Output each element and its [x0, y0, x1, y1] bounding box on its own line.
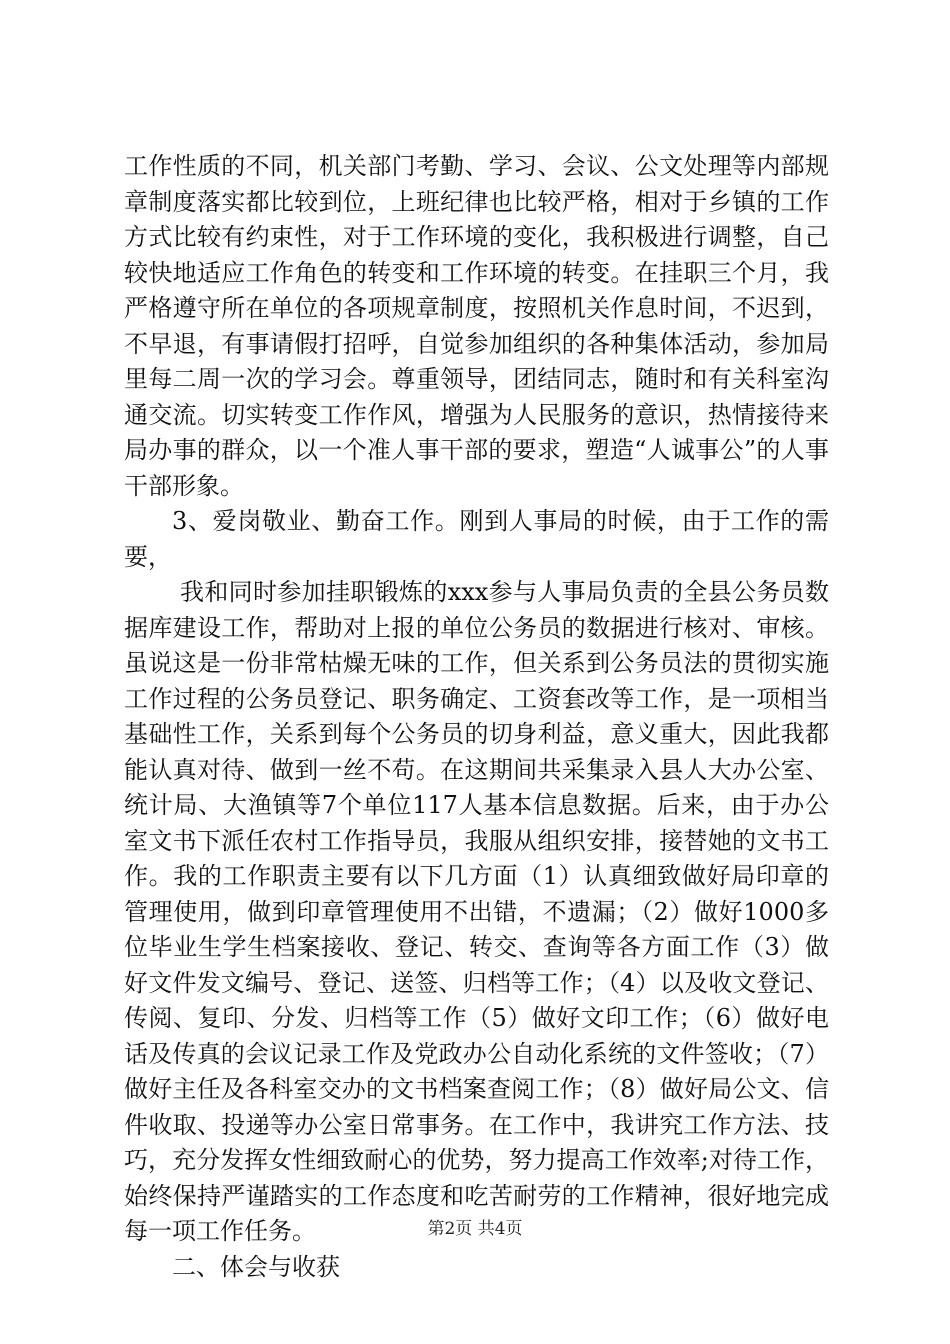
section-heading-experience: 二、体会与收获: [172, 1252, 340, 1281]
paragraph-section-3: 3、爱岗敬业、勤奋工作。刚到人事局的时候，由于工作的需要，: [124, 507, 829, 571]
document-body: [124, 149, 829, 1285]
paragraph-work-details: 我和同时参加挂职锻炼的xxx参与人事局负责的全县公务员数据库建设工作，帮助对上报的单位公务员的数据进行核对、审核。虽说这是一份非常枯燥无味的工作，但关系到公务员法的贯彻实施工作过程的公务员登记、职务确定、工资套改等工作，是一项相当基础性工作，关系到每个公务员的切身利益，意义重大，因此我都能认真对待、做到一丝不苟。在这期间共采集录入县人大办公室、统计局、大渔镇等7个单位117人基本信息数据。后来，由于办公室文书下派任农村工作指导员，我服从组织安排，接替她的文书工作。我的工作职责主要有以下几方面（1）认真细致做好局印章的管理使用，做到印章管理使用不出错，不遗漏；（2）做好1000多位毕业生学生档案接收、登记、转交、查询等各方面工作（3）做好文件发文编号、登记、送签、归档等工作；（4）以及收文登记、传阅、复印、分发、归档等工作（5）做好文印工作；（6）做好电话及传真的会议记录工作及党政办公自动化系统的文件签收；（7）做好主任及各科室交办的文书档案查阅工作；（8）做好局公文、信件收取、投递等办公室日常事务。在工作中，我讲究工作方法、技巧，充分发挥女性细致耐心的优势，努力提高工作效率;对待工作，始终保持严谨踏实的工作态度和吃苦耐劳的工作精神，很好地完成每一项工作任务。: [124, 578, 829, 1245]
paragraph-continuation: 工作性质的不同，机关部门考勤、学习、会议、公文处理等内部规章制度落实都比较到位，上班纪律也比较严格，相对于乡镇的工作方式比较有约束性，对于工作环境的变化，我积极进行调整，自己较快地适应工作角色的转变和工作环境的转变。在挂职三个月，我严格遵守所在单位的各项规章制度，按照机关作息时间，不迟到，不早退，有事请假打招呼，自觉参加组织的各种集体活动，参加局里每二周一次的学习会。尊重领导，团结同志，随时和有关科室沟通交流。切实转变工作作风，增强为人民服务的意识，热情接待来局办事的群众，以一个准人事干部的要求，塑造“人诚事公”的人事干部形象。: [124, 152, 829, 500]
page-number-footer: 第2页 共4页: [427, 1219, 523, 1239]
